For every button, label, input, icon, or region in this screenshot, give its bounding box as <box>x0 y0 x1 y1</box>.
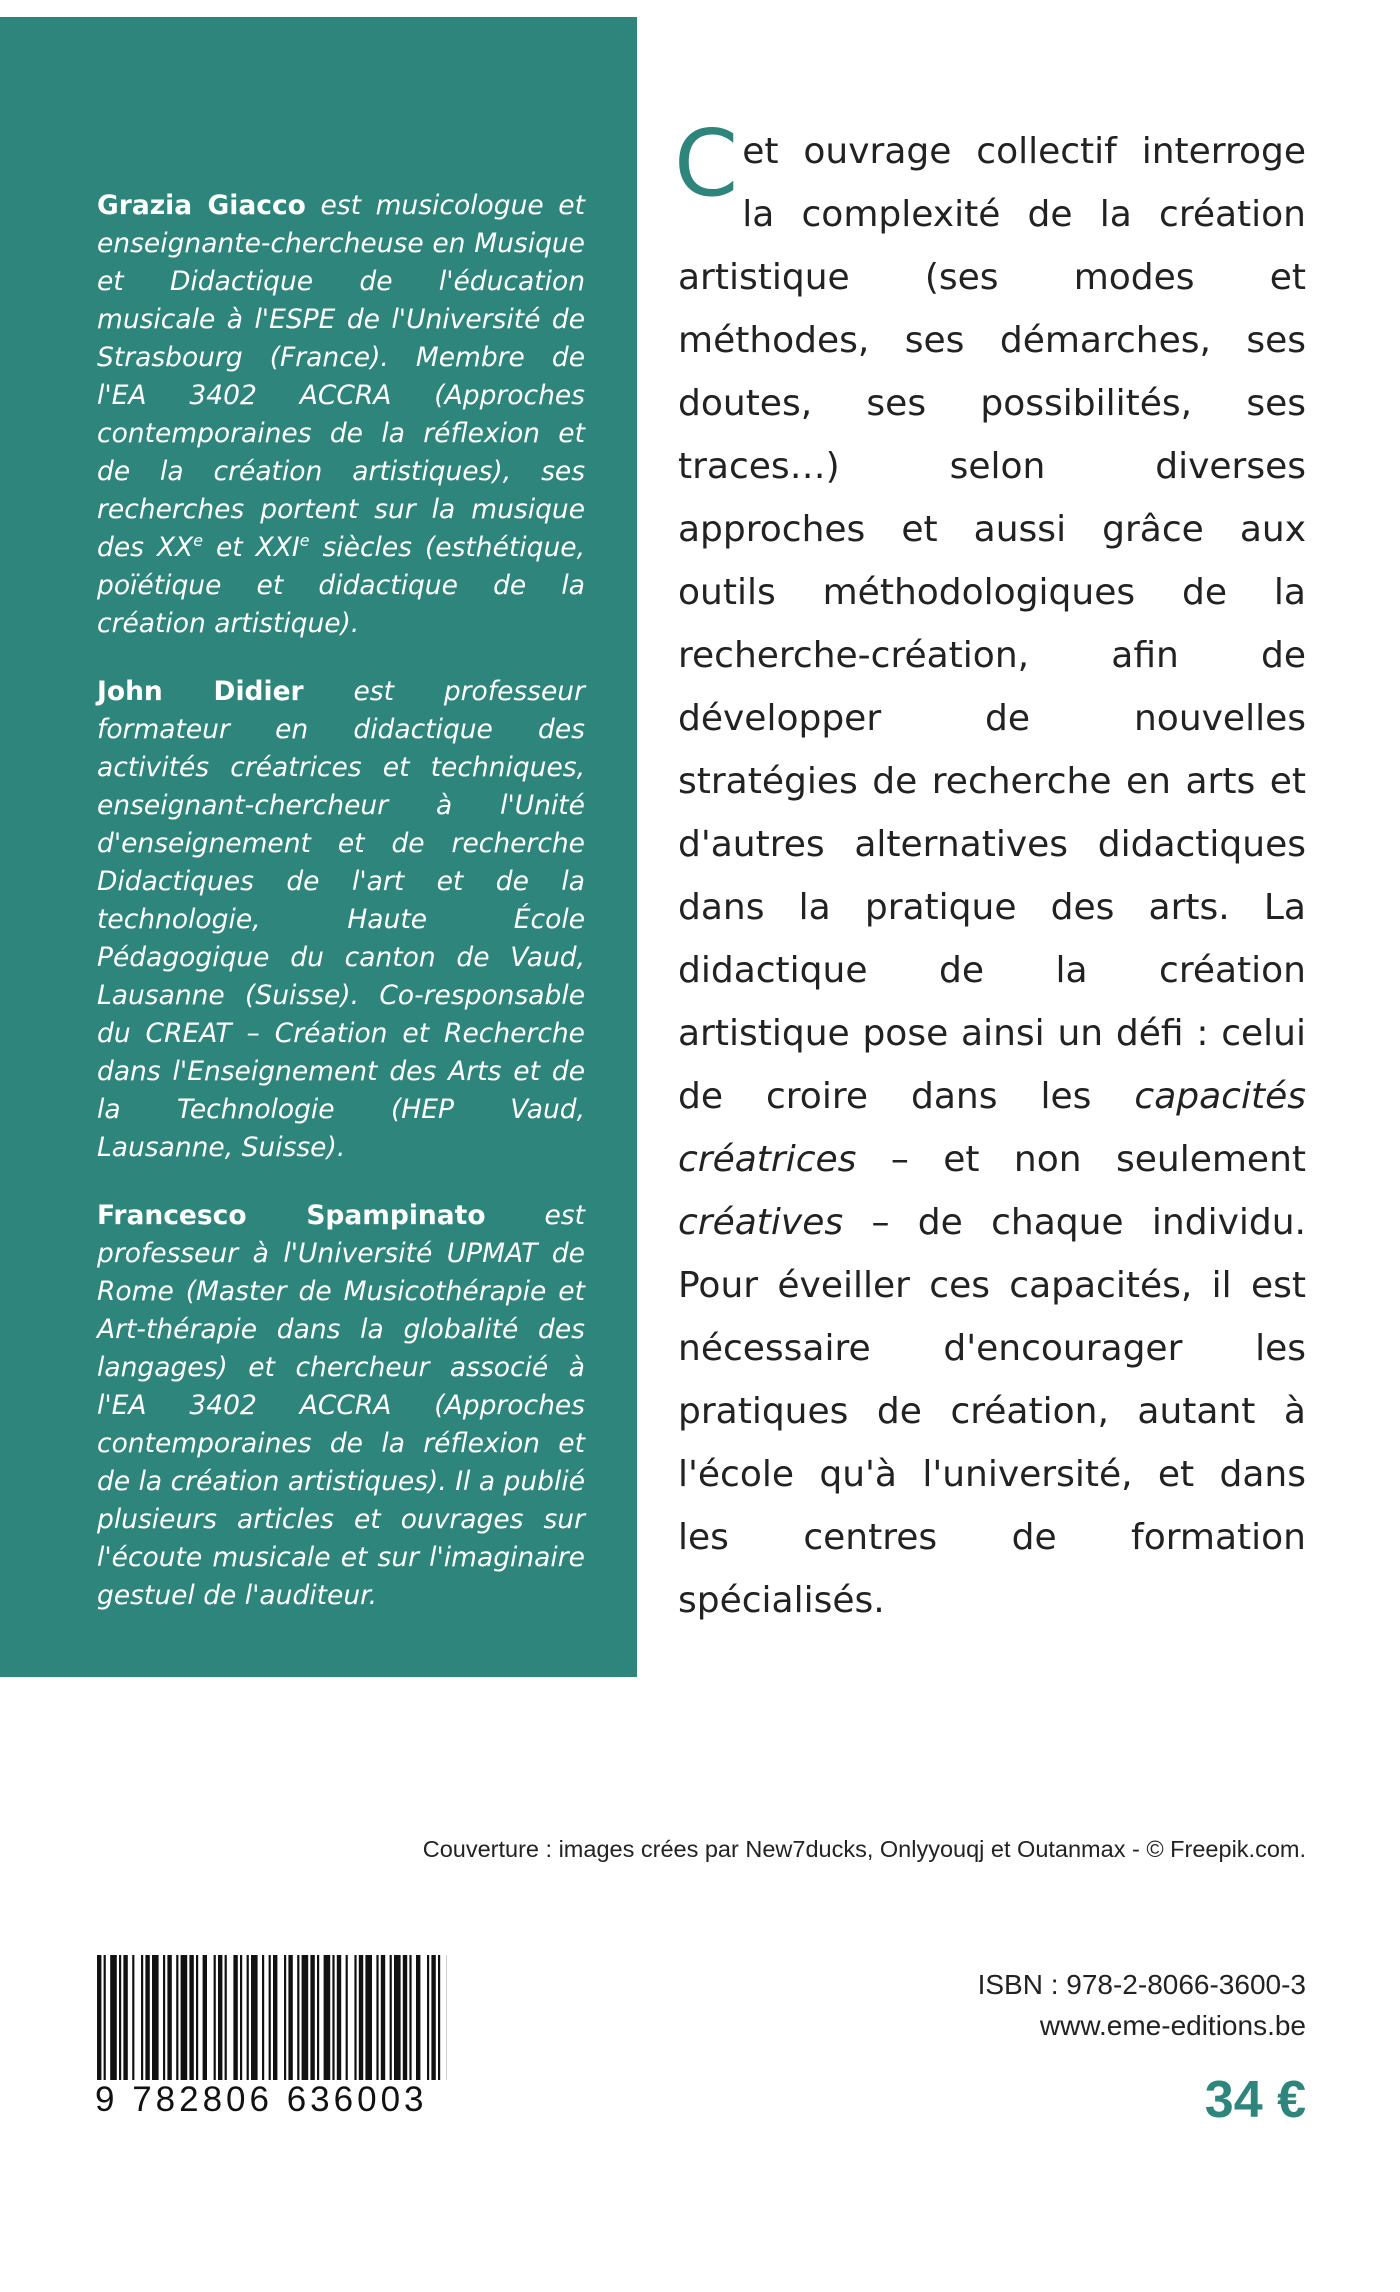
bio-text: et XXI <box>202 532 300 563</box>
drop-cap: C <box>674 110 739 217</box>
author-name: John Didier <box>97 676 304 707</box>
book-blurb <box>674 110 1306 1632</box>
barcode-digits: 9 782806 636003 <box>95 2080 455 2120</box>
author-name: Francesco Spampinato <box>97 1200 486 1231</box>
isbn: ISBN : 978-2-8066-3600-3 <box>977 1969 1306 2000</box>
blurb-text: – et non seulement <box>856 1139 1306 1180</box>
blurb-emphasis: créatives <box>678 1202 844 1243</box>
price: 34 € <box>1204 2071 1306 2129</box>
blurb-text: – de chaque individu. Pour éveiller ces capacités, il est nécessaire d'encourager les pratiques de création, autant à l'école qu'à l'université, et dans les centres de formation spécialisés. <box>678 1202 1306 1621</box>
bio-text: siècles (esthétique, poïétique et didactique de la création artistique). <box>97 532 585 639</box>
author-name: Grazia Giacco <box>97 190 306 221</box>
superscript: e <box>193 531 203 551</box>
bio-john-didier <box>97 673 585 1167</box>
blurb-emphasis: capacités créatrices <box>678 1076 1306 1180</box>
blurb-text: et ouvrage collectif interroge la complexité de la création artistique (ses modes et méthodes, ses démarches, ses doutes, ses possibilités, ses traces…) selon diverses approches et aussi grâce aux outils méthodologiques de la recherche-création, afin de développer de nouvelles stratégies de recherche en arts et d'autres alternatives didactiques dans la pratique des arts. La didactique de la création artistique pose ainsi un défi : celui de croire dans les <box>678 131 1306 1117</box>
publisher-website: www.eme-editions.be <box>1039 2010 1306 2041</box>
superscript: e <box>299 531 310 551</box>
bio-grazia-giacco <box>97 187 585 643</box>
bio-text: est professeur formateur en didactique des activités créatrices et techniques, enseignant-chercheur à l'Unité d'enseignement et de recherche Didactiques de l'art et de la technologie, Haute École Pédagogique du canton de Vaud, Lausanne (Suisse). Co-responsable du CREAT – Création et Recherche dans l'Enseignement des Arts et de la Technologie (HEP Vaud, Lausanne, Suisse). <box>97 676 585 1163</box>
author-bios <box>97 187 585 1645</box>
bio-francesco-spampinato <box>97 1197 585 1615</box>
bio-text: est professeur à l'Université UPMAT de Rome (Master de Musicothérapie et Art-thérapie dans la globalité des langages) et chercheur associé à l'EA 3402 ACCRA (Approches contemporaines de la réflexion et de la création artistiques). Il a publié plusieurs articles et ouvrages sur l'écoute musicale et sur l'imaginaire gestuel de l'auditeur. <box>97 1200 585 1611</box>
cover-credit: Couverture : images crées par New7ducks, Onlyyouqj et Outanmax - © Freepik.com. <box>422 1836 1306 1862</box>
author-bios-panel <box>0 17 637 1677</box>
bio-text: est musicologue et enseignante-chercheuse en Musique et Didactique de l'éducation musicale à l'ESPE de l'Université de Strasbourg (France). Membre de l'EA 3402 ACCRA (Approches contemporaines de la réflexion et de la création artistiques), ses recherches portent sur la musique des XX <box>97 190 585 563</box>
